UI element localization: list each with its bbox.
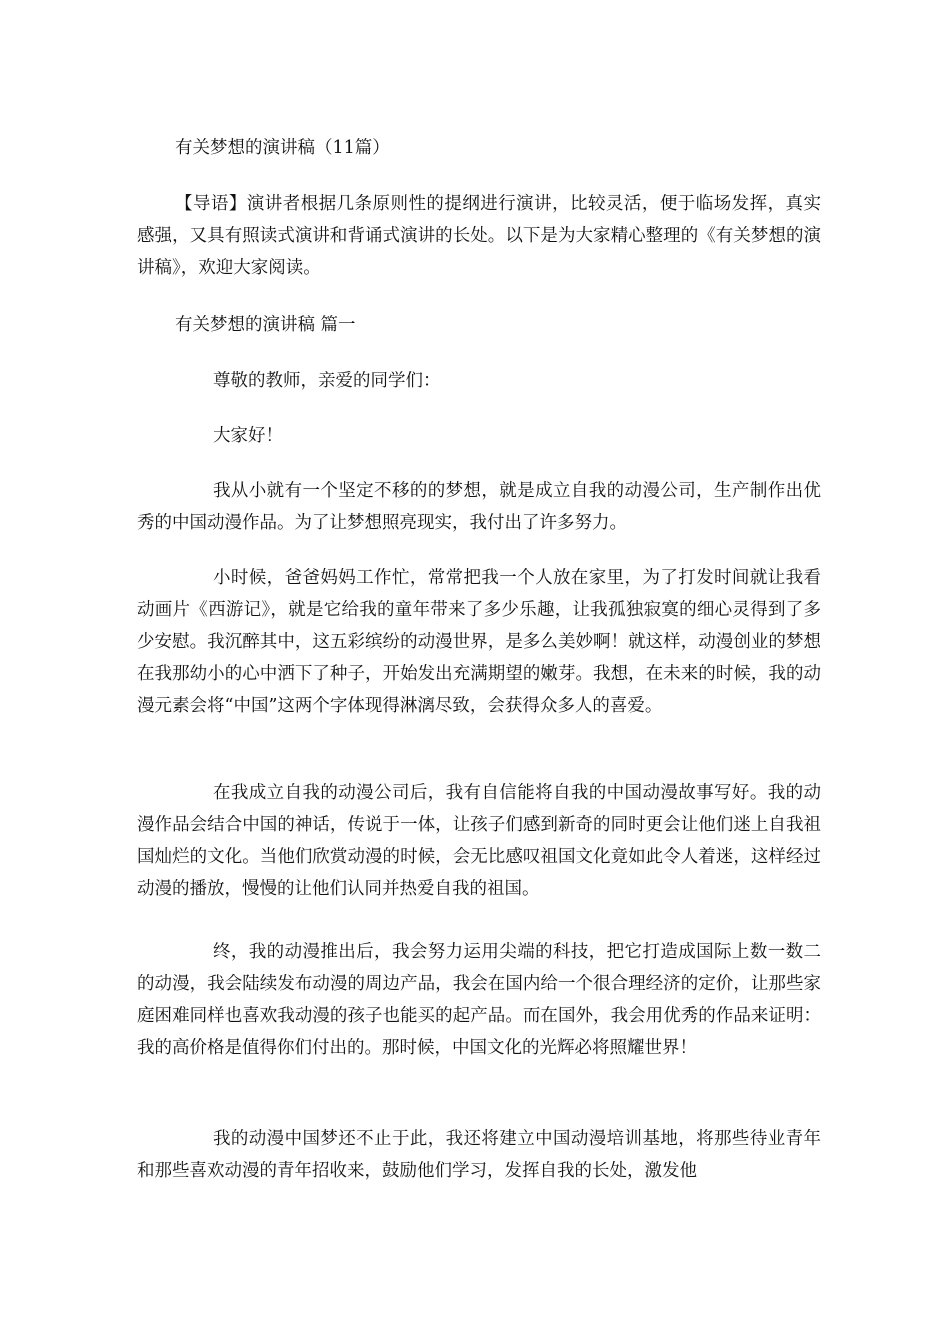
document-title: 有关梦想的演讲稿（11篇） bbox=[175, 138, 390, 158]
section-heading: 有关梦想的演讲稿 篇一 bbox=[175, 315, 356, 335]
body-paragraph: 我从小就有一个坚定不移的的梦想，就是成立自我的动漫公司，生产制作出优秀的中国动漫作品。为了让梦想照亮现实，我付出了许多努力。 bbox=[137, 481, 821, 533]
intro-paragraph: 【导语】演讲者根据几条原则性的提纲进行演讲，比较灵活，便于临场发挥，真实感强，又具有照读式演讲和背诵式演讲的长处。以下是为大家精心整理的《有关梦想的演讲稿》，欢迎大家阅读。 bbox=[137, 194, 821, 278]
body-paragraph: 我的动漫中国梦还不止于此，我还将建立中国动漫培训基地，将那些待业青年和那些喜欢动漫的青年招收来，鼓励他们学习，发挥自我的长处，激发他 bbox=[137, 1129, 821, 1181]
body-paragraph: 终，我的动漫推出后，我会努力运用尖端的科技，把它打造成国际上数一数二的动漫，我会陆续发布动漫的周边产品，我会在国内给一个很合理经济的定价，让那些家庭困难同样也喜欢我动漫的孩子也能买的起产品。而在国外，我会用优秀的作品来证明：我的高价格是值得你们付出的。那时候，中国文化的光辉必将照耀世界！ bbox=[137, 942, 821, 1058]
greeting-salutation: 尊敬的教师，亲爱的同学们： bbox=[213, 371, 441, 391]
body-paragraph: 在我成立自我的动漫公司后，我有自信能将自我的中国动漫故事写好。我的动漫作品会结合中国的神话，传说于一体，让孩子们感到新奇的同时更会让他们迷上自我祖国灿烂的文化。当他们欣赏动漫的时候，会无比感叹祖国文化竟如此令人着迷，这样经过动漫的播放，慢慢的让他们认同并热爱自我的祖国。 bbox=[137, 783, 821, 899]
body-paragraph: 小时候，爸爸妈妈工作忙，常常把我一个人放在家里，为了打发时间就让我看动画片《西游记》，就是它给我的童年带来了多少乐趣，让我孤独寂寞的细心灵得到了多少安慰。我沉醉其中，这五彩缤纷的动漫世界，是多么美妙啊！就这样，动漫创业的梦想在我那幼小的心中洒下了种子，开始发出充满期望的嫩芽。我想，在未来的时候，我的动漫元素会将“中国”这两个字体现得淋漓尽致，会获得众多人的喜爱。 bbox=[137, 568, 821, 716]
greeting-hello: 大家好！ bbox=[213, 426, 283, 446]
